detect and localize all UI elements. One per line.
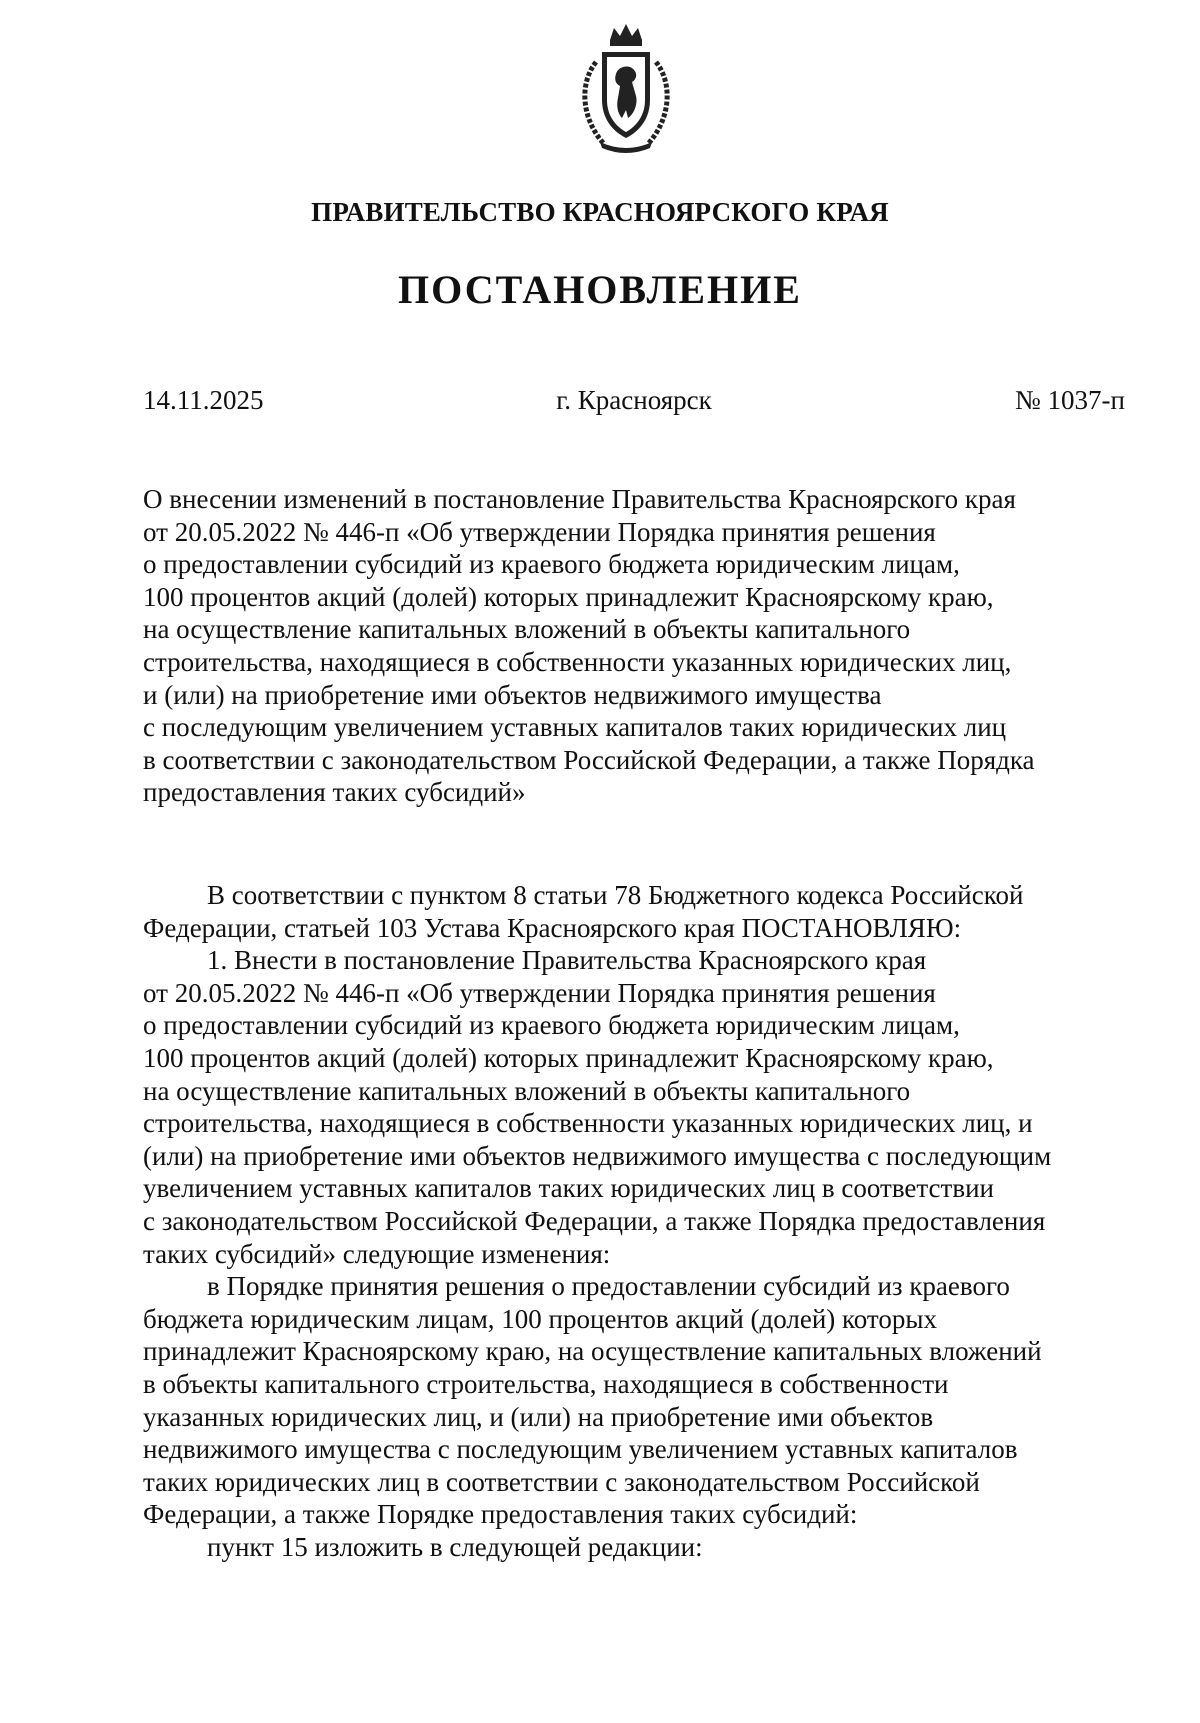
subject-line: о предоставлении субсидий из краевого бюджета юридическим лицам, xyxy=(143,549,960,580)
organization-title: ПРАВИТЕЛЬСТВО КРАСНОЯРСКОГО КРАЯ xyxy=(311,197,889,227)
order-line: в объекты капитального строительства, находящиеся в собственности xyxy=(143,1368,949,1399)
item1-line: о предоставлении субсидий из краевого бюджета юридическим лицам, xyxy=(143,1010,960,1041)
order-line: принадлежит Красноярскому краю, на осуществление капитальных вложений xyxy=(143,1336,1042,1367)
document-number: № 1037-п xyxy=(1015,385,1125,415)
subject-line: на осуществление капитальных вложений в объекты капитального xyxy=(143,614,911,645)
subject-line: с последующим увеличением уставных капиталов таких юридических лиц xyxy=(143,712,1007,743)
order-line: таких юридических лиц в соответствии с законодательством Российской xyxy=(143,1466,980,1497)
preamble-line: Федерации, статьей 103 Устава Красноярского края ПОСТАНОВЛЯЮ: xyxy=(143,912,962,943)
subject-line: и (или) на приобретение ими объектов недвижимого имущества xyxy=(143,679,882,710)
coat-of-arms-icon xyxy=(566,22,686,157)
point15-line: пункт 15 изложить в следующей редакции: xyxy=(207,1531,703,1562)
item1-line: с законодательством Российской Федерации, а также Порядка предоставления xyxy=(143,1205,1046,1236)
order-line: в Порядке принятия решения о предоставлении субсидий из краевого xyxy=(207,1271,1010,1302)
preamble-line: В соответствии с пунктом 8 статьи 78 Бюджетного кодекса Российской xyxy=(207,880,1024,910)
document-body xyxy=(143,879,1125,1563)
subject-line: О внесении изменений в постановление Правительства Красноярского края xyxy=(143,484,1016,514)
order-line: недвижимого имущества с последующим увеличением уставных капиталов xyxy=(143,1434,1018,1465)
order-line: указанных юридических лиц, и (или) на приобретение ими объектов xyxy=(143,1401,934,1432)
order-line: Федерации, а также Порядке предоставления таких субсидий: xyxy=(143,1499,858,1530)
document-type-title: ПОСТАНОВЛЕНИЕ xyxy=(398,267,802,312)
item1-line: строительства, находящиеся в собственности указанных юридических лиц, и xyxy=(143,1108,1033,1139)
subject-line: от 20.05.2022 № 446-п «Об утверждении Порядка принятия решения xyxy=(143,516,936,547)
item1-line: от 20.05.2022 № 446-п «Об утверждении Порядка принятия решения xyxy=(143,977,936,1008)
document-city: г. Красноярск xyxy=(556,385,712,415)
subject-line: предоставления таких субсидий» xyxy=(143,777,526,808)
subject-line: в соответствии с законодательством Российской Федерации, а также Порядка xyxy=(143,744,1035,775)
document-subject xyxy=(143,483,1125,809)
document-date: 14.11.2025 xyxy=(143,385,264,415)
document-meta-row xyxy=(143,385,1125,425)
item1-line: на осуществление капитальных вложений в объекты капитального xyxy=(143,1075,911,1106)
order-line: бюджета юридическим лицам, 100 процентов акций (долей) которых xyxy=(143,1303,938,1334)
subject-line: строительства, находящиеся в собственности указанных юридических лиц, xyxy=(143,646,1012,677)
item1-line: таких субсидий» следующие изменения: xyxy=(143,1238,611,1269)
item1-line: (или) на приобретение ими объектов недвижимого имущества с последующим xyxy=(143,1140,1052,1171)
item1-line: увеличением уставных капиталов таких юридических лиц в соответствии xyxy=(143,1173,994,1204)
item1-line: 1. Внести в постановление Правительства Красноярского края xyxy=(207,945,927,976)
item1-line: 100 процентов акций (долей) которых принадлежит Красноярскому краю, xyxy=(143,1042,994,1073)
subject-line: 100 процентов акций (долей) которых принадлежит Красноярскому краю, xyxy=(143,581,994,612)
